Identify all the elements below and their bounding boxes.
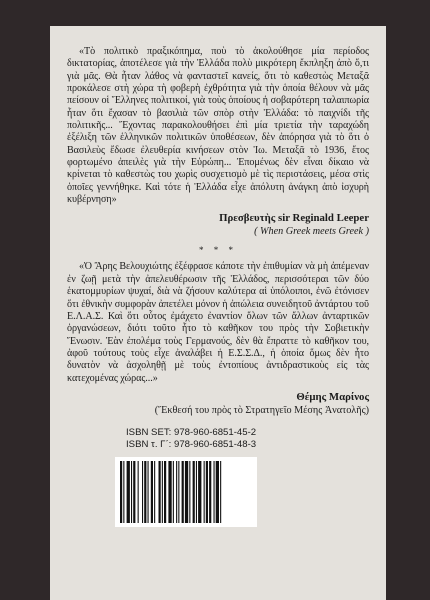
- barcode-bar: [144, 461, 146, 523]
- barcode-bar: [168, 461, 171, 523]
- barcode-bar: [216, 461, 219, 523]
- barcode-bar: [162, 461, 163, 523]
- barcode-bar: [176, 461, 177, 523]
- barcode-bar: [154, 461, 155, 523]
- barcode: [115, 457, 257, 527]
- barcode-bar: [131, 461, 132, 523]
- barcode-bar: [127, 461, 130, 523]
- barcode-bar: [198, 461, 201, 523]
- barcode-bar: [120, 461, 122, 523]
- isbn-volume: ISBN τ. Γ΄: 978-960-6851-48-3: [126, 438, 257, 450]
- barcode-bar: [193, 461, 195, 523]
- barcode-bar: [159, 461, 161, 523]
- barcode-bar: [178, 461, 179, 523]
- barcode-bars: [120, 461, 252, 523]
- barcode-bar: [182, 461, 184, 523]
- barcode-bar: [151, 461, 153, 523]
- barcode-bar: [142, 461, 143, 523]
- isbn-set: ISBN SET: 978-960-6851-45-2: [126, 426, 257, 438]
- leeper-source: ( When Greek meets Greek ): [254, 226, 369, 238]
- barcode-bar: [214, 461, 215, 523]
- marinos-author: Θέμης Μαρίνος: [296, 390, 369, 403]
- barcode-bar: [133, 461, 135, 523]
- barcode-bar: [196, 461, 197, 523]
- barcode-bar: [204, 461, 205, 523]
- marinos-attribution: [67, 391, 369, 417]
- marinos-source: (Ἔκθεσή του πρὸς τὸ Στρατηγεῖο Μέσης Ἀνατολῆς): [154, 404, 369, 416]
- barcode-bar: [209, 461, 211, 523]
- barcode-bar: [148, 461, 149, 523]
- section-divider: * * *: [199, 245, 237, 256]
- barcode-bar: [138, 461, 139, 523]
- barcode-bar: [220, 461, 221, 523]
- barcode-bar: [173, 461, 174, 523]
- text-panel: [50, 26, 386, 600]
- isbn-block: [126, 427, 369, 451]
- leeper-attribution: [67, 212, 369, 238]
- barcode-bar: [206, 461, 208, 523]
- barcode-bar: [189, 461, 190, 523]
- barcode-bar: [123, 461, 124, 523]
- barcode-bar: [185, 461, 188, 523]
- barcode-bar: [164, 461, 166, 523]
- marinos-quote: «Ὁ Ἄρης Βελουχιώτης ἐξέφρασε κάποτε τὴν ἐπιθυμίαν νὰ μὴ ἀπέμεναν ἐν ζωῇ μετὰ τὴν ἀπελευθέρωσιν τῆς Ἑλλάδος, περισσότεραι τῶν δύο ἑκατομμυρίων ψυχαί, διὰ νὰ ζήσουν καλύτερα αἱ ὑπόλοιποι, ἐνῶ ἐτόνισεν ὅτι ἐθνικὴν συμφορὰν ἀπετέλει μόνον ἡ ἀπώλεια συνειδητοῦ ἀντάρτου τοῦ Ε.Λ.Α.Σ. Καὶ ὅτι οὗτος ἐμάχετο ἐναντίον ὅλων τῶν ἄλλων ἀνταρτικῶν ὀργανώσεων, διότι τοῦτο ἦτο τὸ καθῆκον του πρὸς τὴν Σοβιετικὴν Ἕνωσιν. Ἐὰν ἐπολέμα τοὺς Γερμανούς, δὲν θὰ ἔπραττε τὸ καθῆκον του, ἀφοῦ τούτους τοὺς εἶχε ἀναλάβει ἡ Ε.Σ.Σ.Δ., ἡ ὁποία ὅμως δὲν ἦτο δυνατὸν νὰ ἀσχοληθῇ μὲ τοὺς ἐντοπίους ἀντιδραστικοὺς εἰς τὰς κατεχομένας χώρας...»: [67, 261, 369, 384]
- leeper-quote: «Τὸ πολιτικὸ πραξικόπημα, ποὺ τὸ ἀκολούθησε μία περίοδος δικτατορίας, ἀποτέλεσε γιὰ τὴν Ἑλλάδα πολὺ μικρότερη ἔκπληξη ἀπὸ ὅ,τι γιὰ μᾶς. Θὰ ἦταν λάθος νὰ φανταστεῖ κανείς, ὅτι τὸ καθεστὼς Μεταξᾶ προκάλεσε στὴ χώρα τὴ φοβερὴ ἐχθρότητα γιὰ τὴν ὁποία θέλουν νὰ μᾶς πείσουν οἱ Ἕλληνες πολιτικοί, γιὰ τοὺς ὁποίους ἡ σοβαρότερη ταλαιπωρία ἦταν ὅτι ἔχασαν τὸ βασιλιὰ τῶν σπὸρ στὴν Ἑλλάδα: τὸ παιχνίδι τῆς πολιτικῆς... Ἔχοντας παρακολουθήσει ἐπὶ μία τριετία τὴν ταραχώδη ἐξέλιξη τῶν ἑλληνικῶν πολιτικῶν ὑποθέσεων, δὲν ἀπόρησα γιὰ τὸ ὅτι ὁ Βασιλεὺς ἔδωσε ἐλευθερία κινήσεων στὸν Ἰω. Μεταξᾶ τὸ 1936, ἔτος φορτωμένο ἀπειλὲς γιὰ τὴν Εὐρώπη... Ἐπομένως δὲν εἶναι δίκαιο νὰ κρίνεται τὸ καθεστὼς του χωρὶς συσχετισμὸ μὲ τὶς περιστάσεις, μέσα στὶς ὁποῖες γεννήθηκε. Καὶ τότε ἡ Ἑλλάδα εἶχε ἀπόλυτη ἀνάγκη ἀπὸ ἰσχυρὴ κυβέρνηση»: [67, 46, 369, 206]
- leeper-author: Πρεσβευτὴς sir Reginald Leeper: [219, 212, 369, 225]
